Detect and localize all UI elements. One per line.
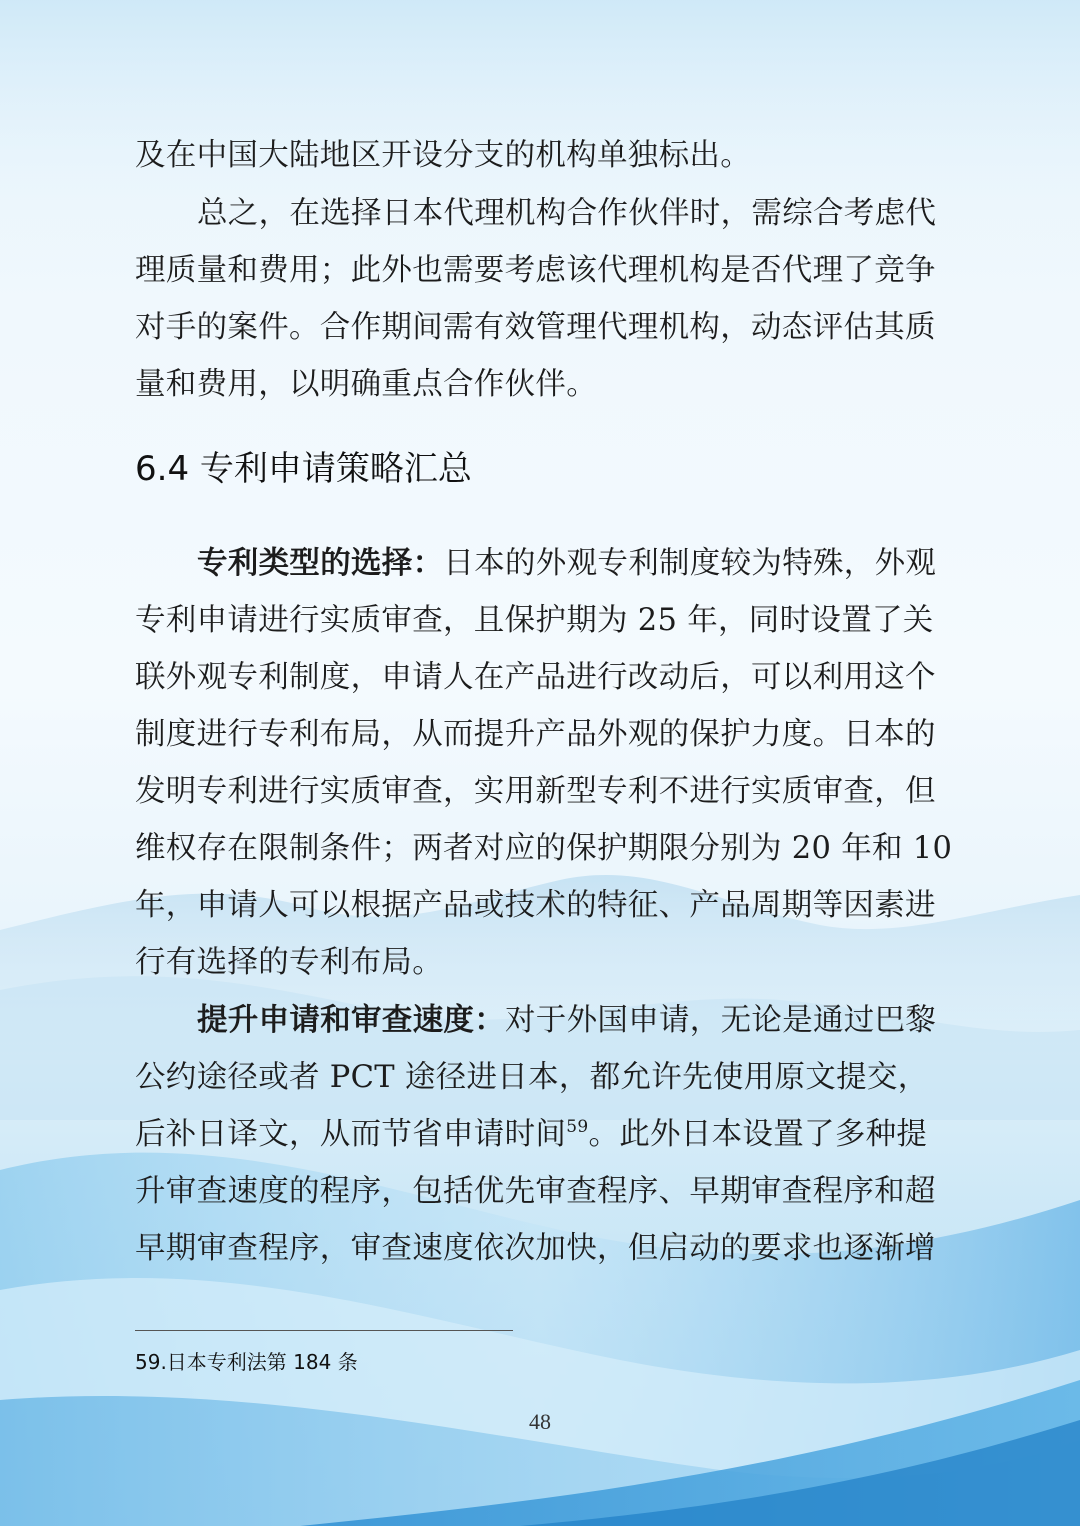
paragraph-line: 公约途径或者 PCT 途径进日本，都允许先使用原文提交， xyxy=(135,1060,929,1095)
text-run: 后补日译文，从而节省申请时间 xyxy=(135,1117,567,1152)
paragraph-line: 发明专利进行实质审查，实用新型专利不进行实质审查，但 xyxy=(135,774,936,809)
paragraph-line: 早期审查程序，审查速度依次加快，但启动的要求也逐渐增 xyxy=(135,1231,936,1266)
paragraph-line: 年，申请人可以根据产品或技术的特征、产品周期等因素进 xyxy=(135,888,936,923)
section-heading: 6.4 专利申请策略汇总 xyxy=(135,449,472,489)
paragraph-line: 升审查速度的程序，包括优先审查程序、早期审查程序和超 xyxy=(135,1174,936,1209)
footnote: 59.日本专利法第 184 条 xyxy=(135,1350,358,1374)
paragraph-line: 及在中国大陆地区开设分支的机构单独标出。 xyxy=(135,138,751,173)
bold-lead: 专利类型的选择： xyxy=(197,546,444,581)
bold-lead: 提升申请和审查速度： xyxy=(197,1003,505,1038)
paragraph-line: 量和费用，以明确重点合作伙伴。 xyxy=(135,367,597,402)
footnote-reference[interactable]: 59 xyxy=(566,1117,589,1137)
paragraph-line: 对手的案件。合作期间需有效管理代理机构，动态评估其质 xyxy=(135,310,936,345)
paragraph-line: 理质量和费用；此外也需要考虑该代理机构是否代理了竞争 xyxy=(135,253,936,288)
paragraph-line: 制度进行专利布局，从而提升产品外观的保护力度。日本的 xyxy=(135,717,936,752)
paragraph-line: 专利申请进行实质审查，且保护期为 25 年，同时设置了关 xyxy=(135,603,934,638)
paragraph-line: 联外观专利制度，申请人在产品进行改动后，可以利用这个 xyxy=(135,660,936,695)
paragraph-line: 行有选择的专利布局。 xyxy=(135,945,443,980)
text-run: 对于外国申请，无论是通过巴黎 xyxy=(505,1003,937,1038)
paragraph-line: 总之，在选择日本代理机构合作伙伴时，需综合考虑代 xyxy=(197,196,937,231)
text-run: 日本的外观专利制度较为特殊，外观 xyxy=(443,546,937,581)
paragraph-line xyxy=(197,1001,947,1041)
page-number: 48 xyxy=(529,1409,551,1434)
paragraph-line: 维权存在限制条件；两者对应的保护期限分别为 20 年和 10 xyxy=(135,831,953,866)
paragraph-line xyxy=(197,544,947,584)
paragraph-line xyxy=(135,1115,947,1155)
footnote-divider xyxy=(135,1330,513,1331)
text-run: 。此外日本设置了多种提 xyxy=(588,1117,928,1152)
